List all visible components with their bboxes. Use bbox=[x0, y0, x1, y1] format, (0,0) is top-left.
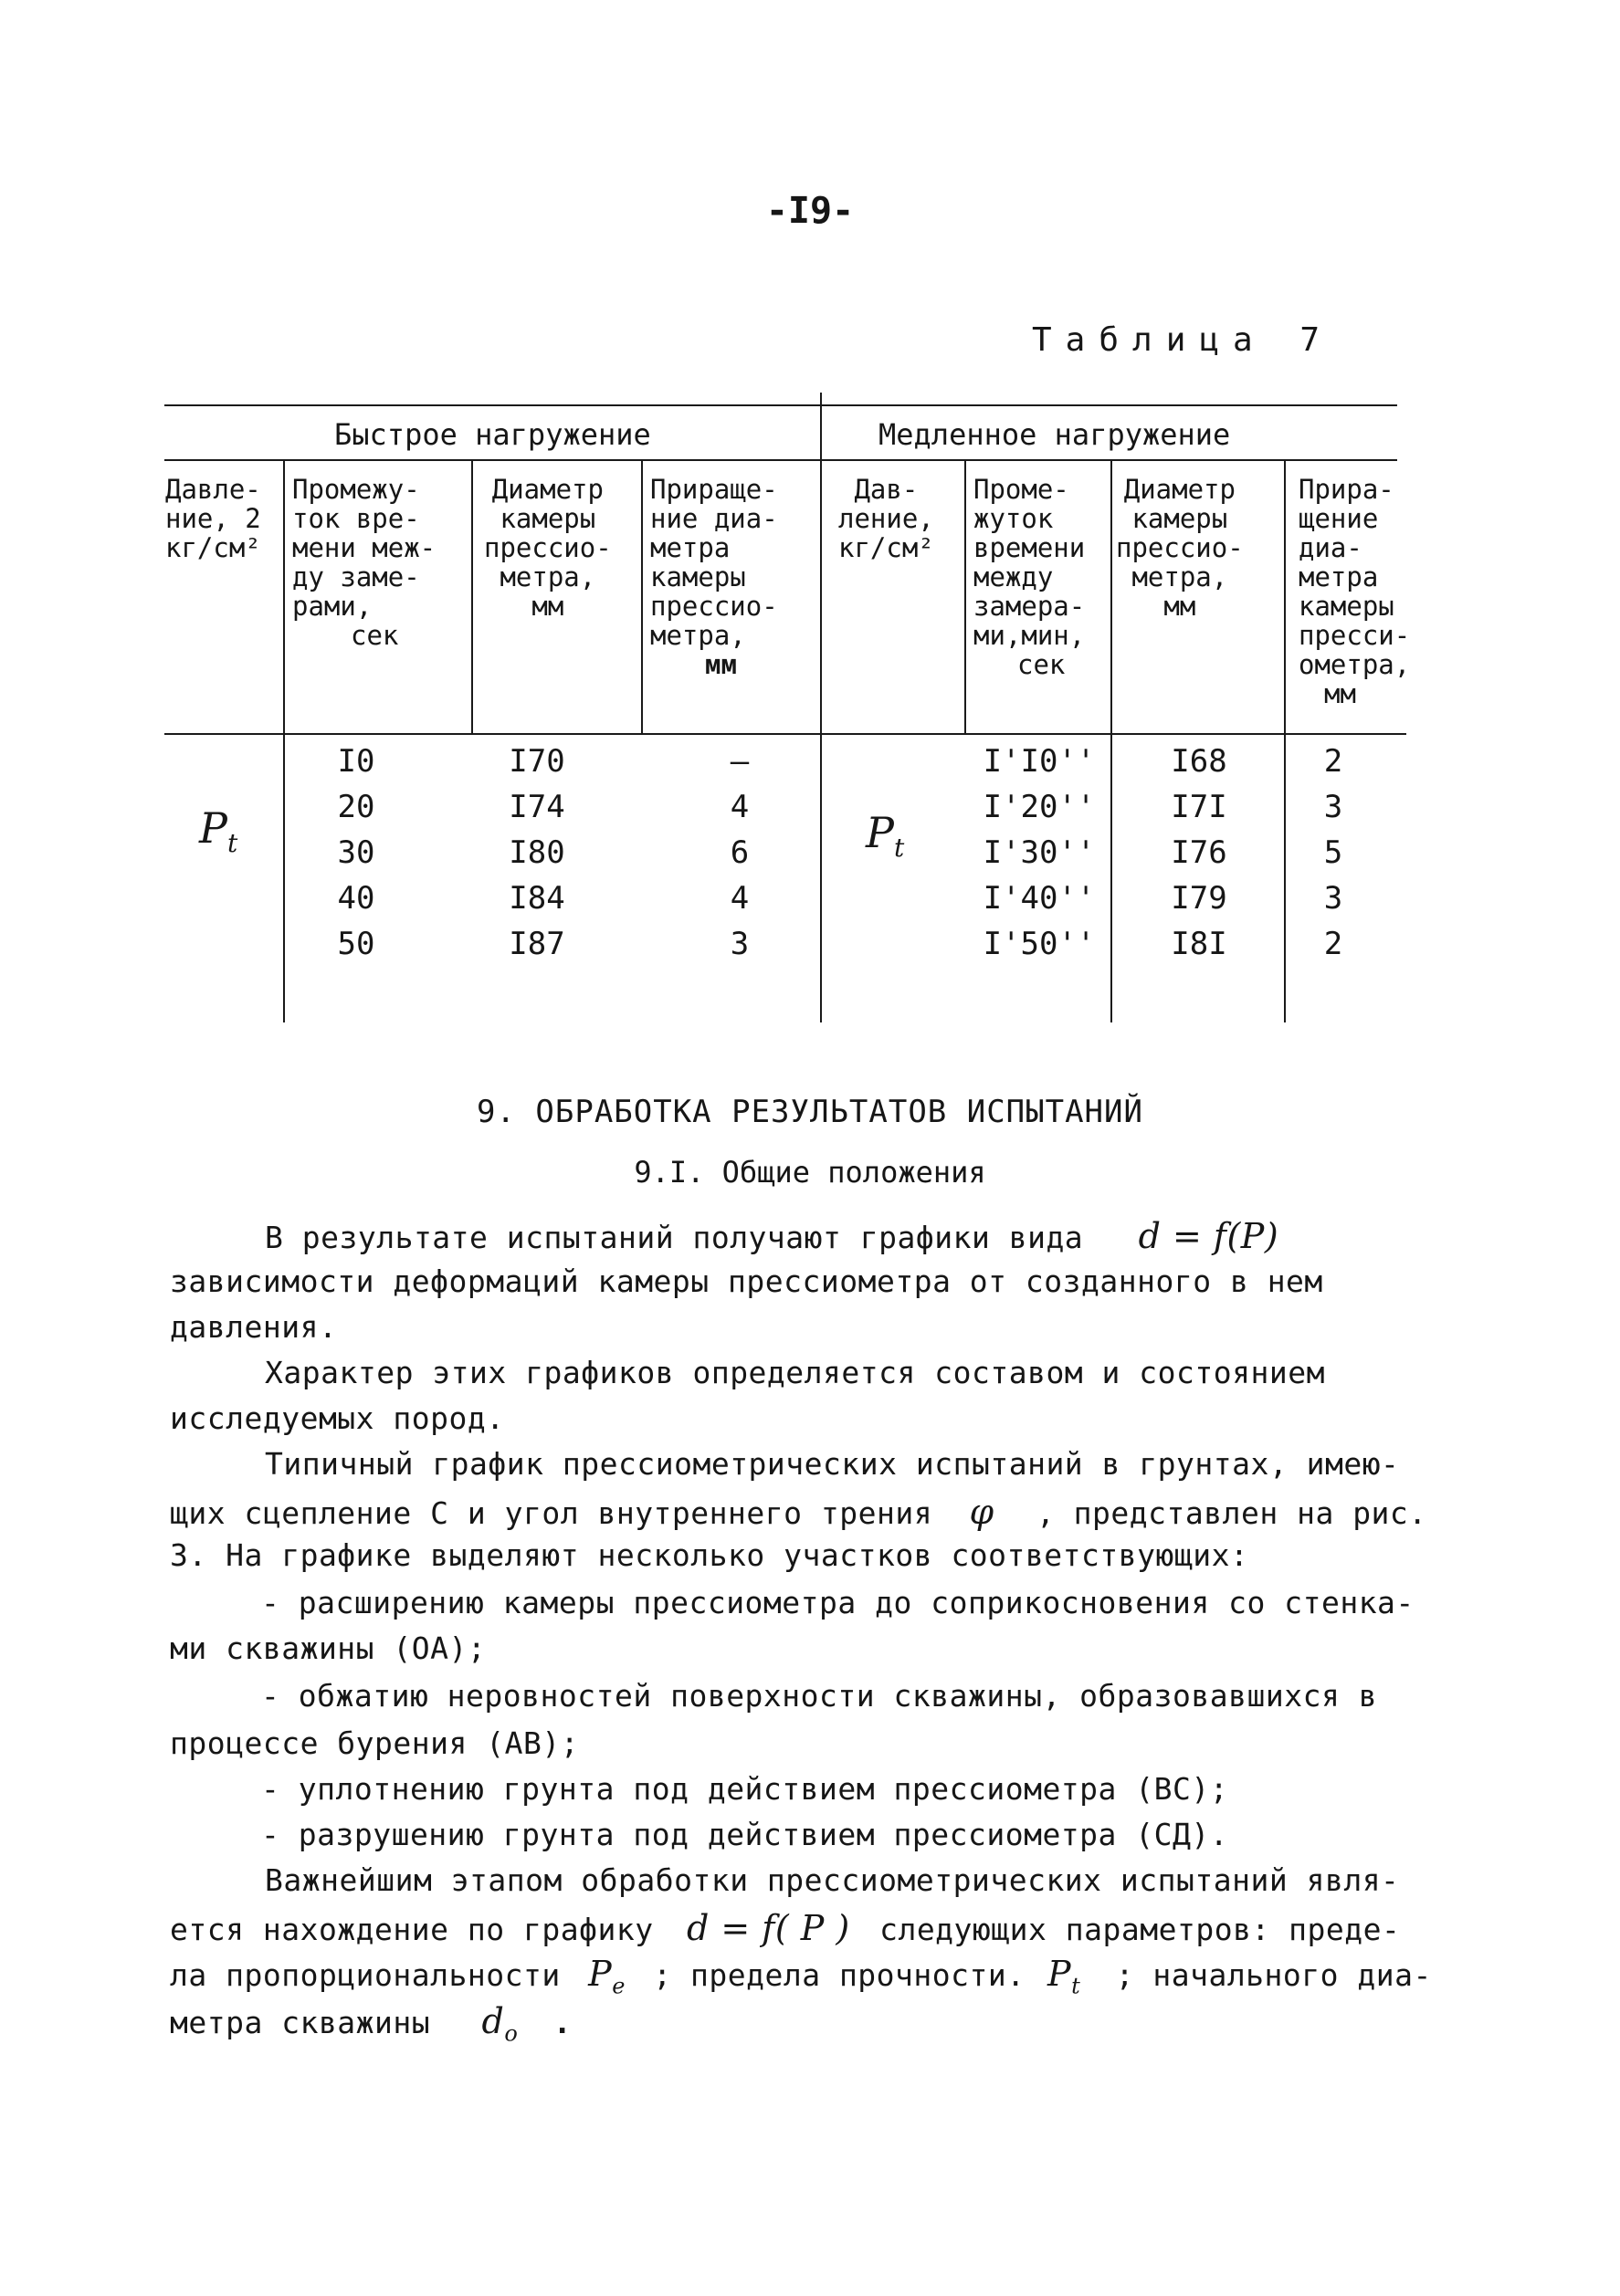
text-line: ми скважины (ОА); bbox=[170, 1630, 487, 1666]
col-divider-7 bbox=[1284, 461, 1286, 1022]
table-cell: 2 bbox=[1323, 926, 1343, 962]
text-line: метра скважины $d_o$ . bbox=[170, 2001, 573, 2047]
table-cell: 4 bbox=[730, 880, 750, 917]
pe-symbol: $P_e$ bbox=[588, 1954, 626, 1999]
col-divider-5 bbox=[964, 461, 966, 733]
text-line: В результате испытаний получают графики вида d = f(P) bbox=[265, 1216, 1279, 1256]
table-cell: I80 bbox=[509, 834, 565, 871]
table-caption: Таблица 7 bbox=[1032, 321, 1334, 359]
header-bottom-rule bbox=[164, 733, 1406, 735]
text-line: давления. bbox=[170, 1309, 338, 1345]
group-rule bbox=[164, 459, 1397, 461]
table-cell: 30 bbox=[337, 834, 375, 871]
table-cell: – bbox=[730, 743, 750, 780]
table-cell: 50 bbox=[337, 926, 375, 962]
text-line: - обжатию неровностей поверхности скважины, образовавшихся в bbox=[261, 1678, 1378, 1714]
table-cell: 2 bbox=[1323, 743, 1343, 780]
text-line: исследуемых пород. bbox=[170, 1400, 505, 1436]
pressure-symbol-fast: $P_t$ bbox=[199, 803, 238, 859]
header-increment-slow: Прира- щение диа- метра камеры пресси- ометра, мм bbox=[1299, 474, 1411, 709]
header-interval-fast: Промежу- ток вре- мени меж- ду заме- рами, сек bbox=[292, 474, 437, 651]
text-line: Характер этих графиков определяется составом и состоянием bbox=[265, 1355, 1325, 1390]
header-diameter-fast: Диаметр камеры прессио- метра, мм bbox=[484, 474, 612, 622]
pt-symbol: $P_t$ bbox=[1047, 1954, 1081, 1999]
group-header-slow: Медленное нагружение bbox=[878, 417, 1231, 452]
table-cell: I'50'' bbox=[983, 926, 1096, 962]
text-line: - уплотнению грунта под действием прессиометра (ВС); bbox=[261, 1771, 1229, 1807]
table-cell: I84 bbox=[509, 880, 565, 917]
table-cell: I0 bbox=[337, 743, 375, 780]
text-line: - разрушению грунта под действием прессиометра (СД). bbox=[261, 1817, 1229, 1852]
table-cell: I7I bbox=[1171, 789, 1227, 825]
col-divider-2 bbox=[471, 461, 473, 733]
table-cell: I74 bbox=[509, 789, 565, 825]
text-line: процессе бурения (АВ); bbox=[170, 1725, 580, 1761]
table-cell: 3 bbox=[1323, 789, 1343, 825]
subsection-title: 9.I. Общие положения bbox=[634, 1155, 986, 1190]
text-line: ла пропорциональности $P_e$ ; предела прочности. $P_t$ ; начального диа- bbox=[170, 1954, 1432, 1999]
table-cell: I'20'' bbox=[983, 789, 1096, 825]
table-cell: 6 bbox=[730, 834, 750, 871]
col-divider-3 bbox=[641, 461, 643, 733]
text-line: 3. На графике выделяют несколько участков соответствующих: bbox=[170, 1537, 1249, 1573]
table-cell: I'40'' bbox=[983, 880, 1096, 917]
table-cell: I79 bbox=[1171, 880, 1227, 917]
table-cell: 3 bbox=[730, 926, 750, 962]
text-line: ется нахождение по графику d = f( P ) следующих параметров: преде- bbox=[170, 1908, 1401, 1948]
header-increment-fast: Прираще- ние диа- метра камеры прессио- метра, мм bbox=[650, 474, 778, 680]
table-cell: I8I bbox=[1171, 926, 1227, 962]
text-line: Типичный график прессиометрических испытаний в грунтах, имею- bbox=[265, 1446, 1400, 1482]
section-title: 9. ОБРАБОТКА РЕЗУЛЬТАТОВ ИСПЫТАНИЙ bbox=[477, 1094, 1143, 1130]
table-cell: I87 bbox=[509, 926, 565, 962]
header-pressure-fast: Давле- ние, 2 кг/см² bbox=[165, 474, 261, 563]
text-line: Важнейшим этапом обработки прессиометрических испытаний явля- bbox=[265, 1862, 1400, 1898]
table-divider-main bbox=[820, 393, 822, 1022]
table-cell: 20 bbox=[337, 789, 375, 825]
table-cell: I'I0'' bbox=[983, 743, 1096, 780]
table-cell: 40 bbox=[337, 880, 375, 917]
table-cell: I70 bbox=[509, 743, 565, 780]
group-header-fast: Быстрое нагружение bbox=[334, 417, 651, 452]
header-pressure-slow: Дав- ление, кг/см² bbox=[838, 474, 934, 563]
table-cell: 4 bbox=[730, 789, 750, 825]
formula-d-f-p: d = f(P) bbox=[1138, 1216, 1279, 1256]
header-diameter-slow: Диаметр камеры прессио- метра, мм bbox=[1116, 474, 1244, 622]
header-interval-slow: Проме- жуток времени между замера- ми,мин, сек bbox=[973, 474, 1086, 680]
table-top-rule bbox=[164, 404, 1397, 406]
table-cell: I68 bbox=[1171, 743, 1227, 780]
text-line: щих сцепление С и угол внутреннего трения φ , представлен на рис. bbox=[170, 1492, 1427, 1532]
table-cell: 3 bbox=[1323, 880, 1343, 917]
formula-d-f-p: d = f( P ) bbox=[686, 1908, 850, 1948]
phi-symbol: φ bbox=[969, 1492, 994, 1532]
page-number: -I9- bbox=[765, 190, 855, 232]
d0-symbol: $d_o$ bbox=[481, 2001, 519, 2047]
text-line: зависимости деформаций камеры прессиометра от созданного в нем bbox=[170, 1263, 1323, 1299]
col-divider-6 bbox=[1110, 461, 1112, 1022]
text-line: - расширению камеры прессиометра до соприкосновения со стенка- bbox=[261, 1585, 1415, 1620]
col-divider-1 bbox=[283, 461, 285, 1022]
table-cell: I'30'' bbox=[983, 834, 1096, 871]
table-cell: I76 bbox=[1171, 834, 1227, 871]
table-cell: 5 bbox=[1323, 834, 1343, 871]
pressure-symbol-slow: $P_t$ bbox=[866, 808, 905, 864]
